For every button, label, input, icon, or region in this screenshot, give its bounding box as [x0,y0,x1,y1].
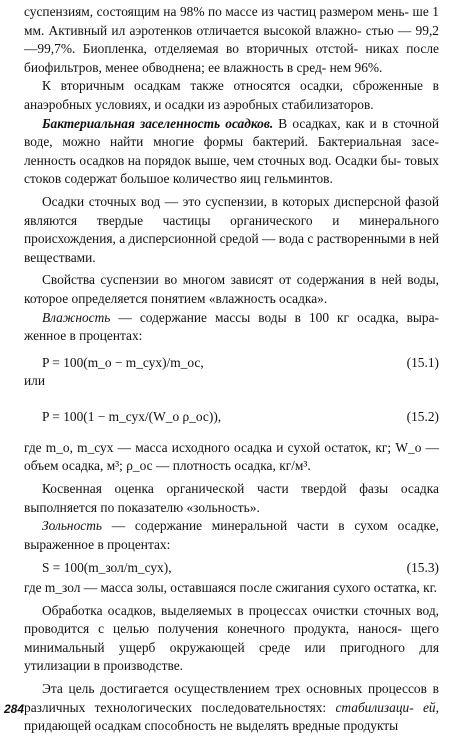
term-ash-content: Зольность [42,518,102,534]
paragraph-p1: суспензиям, состоящим на 98% по массе из частиц размером мень- ше 1 мм. Активный ил аэротенков отличается высокой влажно- стью — 99,2—99,7%. Биопленка, отделяемая во вторичных отстой- никах после биофильтров, менее обводнена; ее влажность в сред- нем 96%. [24,4,439,75]
formula-15-1-expression: P = 100(m_о − m_сух)/m_ос, [42,354,204,370]
paragraph-p6-text: — содержание массы воды в 100 кг осадка, выра- женное в процентах: [24,309,439,344]
paragraph-p9-text: — содержание минеральной части в сухом осадке, выраженное в процентах: [24,518,439,552]
text-column [24,3,439,736]
term-moisture: Влажность [42,309,111,325]
paragraph-p4: Осадки сточных вод — это суспензии, в которых дисперсной фазой являются твердые частицы органического и минерального происхождения, а дисперсионной средой — вода с растворенными в ней веществами. [24,193,439,265]
page-number: 284 [4,702,25,716]
formula-15-1 [24,354,439,373]
formula-15-2-expression: P = 100(1 − m_сух/(W_о ρ_ос)), [42,408,222,424]
paragraph-p5: Свойства суспензии во многом зависят от содержания в ней воды, которое определяется понятием «влажность осадка». [24,272,439,306]
paragraph-p7: где m_о, m_сух — масса исходного осадка и сухой остаток, кг; W_о — объем осадка, м³; ρ_ос — плотность осадка, кг/м³. [24,439,439,474]
formula-15-3 [24,559,439,578]
paragraph-p9 [24,517,439,554]
paragraph-p2: К вторичным осадкам также относятся осадки, сброженные в анаэробных условиях, и осадки из аэробных стабилизаторов. [24,78,439,112]
paragraph-p12 [24,680,439,736]
formula-15-1-number: (15.1) [406,354,439,370]
paragraph-p10: где m_зол — масса золы, оставшаяся после сжигания сухого остатка, кг. [24,580,437,596]
paragraph-p6 [24,309,439,346]
paragraph-p3 [24,115,439,189]
paragraph-p11: Обработка осадков, выделяемых в процессах очистки сточных вод, проводится с целью получения конечного продукта, нанося- щего минимальный ущерб окружающей среде или пригодного для утилизации в производстве. [24,602,439,674]
formula-15-3-expression: S = 100(m_зол/m_сух), [42,560,172,576]
conjunction-or: или [24,373,46,389]
formula-15-2 [24,395,439,439]
paragraph-p12-tail: , придающей осадкам способность не выделять вредные продукты [24,699,439,734]
formula-15-3-number: (15.3) [406,560,439,576]
paragraph-p3-text: В осадках, как и в сточной воде, можно найти многие формы бактерий. Бактериальная засе- ленность осадков на порядок выше, чем сточных вод. Осадки бы- товых стоков содержат большое количество яиц гельминтов. [24,115,439,187]
formula-15-2-number: (15.2) [406,408,439,424]
paragraph-p12-text: Эта цель достигается осуществлением трех основных процессов в различных технологических последовательностях: [24,681,439,715]
term-stabilization: стабилизаци- ей [335,699,436,715]
paragraph-p8: Косвенная оценка органической части твердой фазы осадка выполняется по показателю «зольность». [24,481,439,515]
term-bacterial: Бактериальная заселенность осадков. [42,115,274,131]
